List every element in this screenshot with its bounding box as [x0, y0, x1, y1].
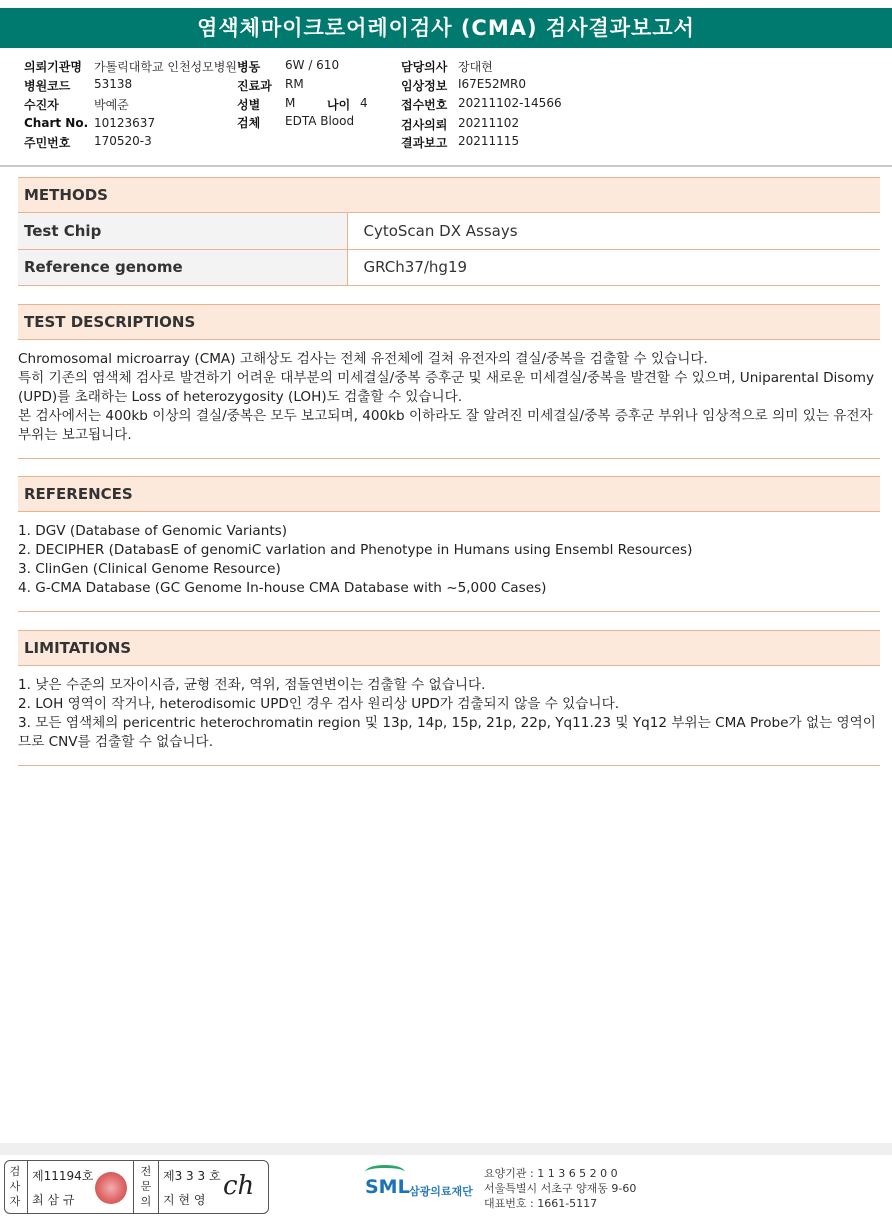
request-value: 20211102	[458, 116, 520, 130]
examiner-label: 검사자	[9, 1165, 21, 1208]
list-item: 3. ClinGen (Clinical Genome Resource)	[18, 561, 281, 577]
methods-heading: METHODS	[18, 177, 880, 213]
doctor-label: 담당의사	[401, 60, 448, 74]
clinical-label: 임상정보	[401, 79, 448, 93]
list-item: 3. 모든 염색체의 pericentric heterochromatin region 및 13p, 14p, 15p, 21p, 22p, Yq11.23 및 Yq12 부위는 CMA Probe가 없는 영역이므로 CNV를 검출할 수 없습니다.	[18, 715, 876, 750]
section-divider	[18, 458, 880, 459]
age-value: 4	[360, 96, 368, 110]
logo-text: SML	[365, 1176, 410, 1198]
list-item: 1. 낮은 수준의 모자이시즘, 균형 전좌, 역위, 점돌연변이는 검출할 수 없습니다.	[18, 677, 486, 693]
limitations-list	[18, 676, 880, 752]
reviewer-number: 제3 3 3 호	[163, 1169, 221, 1183]
hospital-code-label: 병원코드	[24, 79, 71, 93]
description-line: 본 검사에서는 400kb 이상의 결실/중복은 모두 보고되며, 400kb 이하라도 잘 알려진 미세결실/중복 증후군 부위나 임상적으로 의미 있는 유전자 부위는 보고됩니다.	[18, 408, 873, 443]
ward-value: 6W / 610	[285, 58, 340, 72]
reviewer-label: 전문의	[140, 1165, 152, 1208]
org-address: 서울특별시 서초구 양재동 9-60	[484, 1182, 637, 1195]
limitations-heading: LIMITATIONS	[18, 630, 880, 666]
sex-label: 성별	[237, 98, 261, 112]
description-line: 특히 기존의 염색체 검사로 발견하기 어려운 대부분의 미세결실/중복 증후군 및 새로운 미세결실/중복을 발견할 수 있으며, Uniparental Disomy (UPD)를 초래하는 Loss of heterozygosity (LOH)도 검출할 수 있습니다.	[18, 370, 874, 405]
report-title: 염색체마이크로어레이검사 (CMA) 검사결과보고서	[0, 8, 892, 48]
list-item: 1. DGV (Database of Genomic Variants)	[18, 523, 288, 539]
table-row	[18, 249, 880, 285]
chart-label: Chart No.	[24, 116, 89, 130]
patient-value: 박예준	[94, 98, 129, 112]
examiner-number: 제11194호	[32, 1169, 94, 1183]
references-list	[18, 522, 880, 598]
patient-label: 수진자	[24, 98, 59, 112]
section-divider	[18, 611, 880, 612]
org-name: 삼광의료재단	[409, 1185, 473, 1198]
test-chip-value: CytoScan DX Assays	[347, 213, 880, 249]
list-item: 4. G-CMA Database (GC Genome In-house CMA Database with ~5,000 Cases)	[18, 580, 547, 596]
references-heading: REFERENCES	[18, 476, 880, 512]
signature-box	[4, 1160, 269, 1214]
list-item: 2. DECIPHER (DatabasE of genomiC varIation and Phenotype in Humans using Ensembl Resources)	[18, 542, 693, 558]
ward-label: 병동	[237, 60, 261, 74]
specimen-label: 검체	[237, 116, 261, 130]
sml-logo	[365, 1168, 475, 1208]
reviewer-name: 지 현 영	[163, 1193, 206, 1207]
methods-table	[18, 213, 880, 286]
footer-band	[0, 1143, 892, 1155]
divider	[27, 1161, 28, 1213]
examiner-name: 최 삼 규	[32, 1193, 75, 1207]
test-chip-label: Test Chip	[18, 213, 347, 249]
sex-value: M	[285, 96, 296, 110]
hospital-code-value: 53138	[94, 77, 133, 91]
receipt-label: 접수번호	[401, 98, 448, 112]
request-label: 검사의뢰	[401, 118, 448, 132]
section-divider	[18, 765, 880, 766]
id-value: 170520-3	[94, 134, 152, 148]
seal-stamp-icon	[95, 1172, 127, 1204]
org-phone: 대표번호 : 1661-5117	[484, 1197, 598, 1210]
dept-label: 진료과	[237, 79, 272, 93]
header-divider	[0, 165, 892, 167]
age-label: 나이	[327, 98, 351, 112]
receipt-value: 20211102-14566	[458, 96, 562, 110]
id-label: 주민번호	[24, 136, 71, 150]
clinical-value: I67E52MR0	[458, 77, 526, 91]
reference-genome-label: Reference genome	[18, 249, 347, 285]
chart-value: 10123637	[94, 116, 156, 130]
institution-value: 가톨릭대학교 인천성모병원	[94, 60, 237, 74]
care-code: 요양기관 : 1 1 3 6 5 2 0 0	[484, 1167, 618, 1180]
descriptions-text	[18, 350, 880, 445]
description-line: Chromosomal microarray (CMA) 고해상도 검사는 전체 유전체에 걸쳐 유전자의 결실/중복을 검출할 수 있습니다.	[18, 351, 708, 367]
table-row	[18, 213, 880, 249]
institution-label: 의뢰기관명	[24, 60, 82, 74]
report-date-value: 20211115	[458, 134, 520, 148]
descriptions-heading: TEST DESCRIPTIONS	[18, 304, 880, 340]
list-item: 2. LOH 영역이 작거나, heterodisomic UPD인 경우 검사 원리상 UPD가 검출되지 않을 수 있습니다.	[18, 696, 620, 712]
divider	[158, 1161, 159, 1213]
org-contact	[484, 1166, 636, 1211]
reference-genome-value: GRCh37/hg19	[347, 249, 880, 285]
divider	[133, 1161, 134, 1213]
signature-icon: ch	[223, 1171, 255, 1201]
dept-value: RM	[285, 77, 304, 91]
doctor-value: 장대현	[458, 60, 493, 74]
specimen-value: EDTA Blood	[285, 114, 355, 128]
report-date-label: 결과보고	[401, 136, 448, 150]
patient-info-block	[0, 52, 892, 162]
